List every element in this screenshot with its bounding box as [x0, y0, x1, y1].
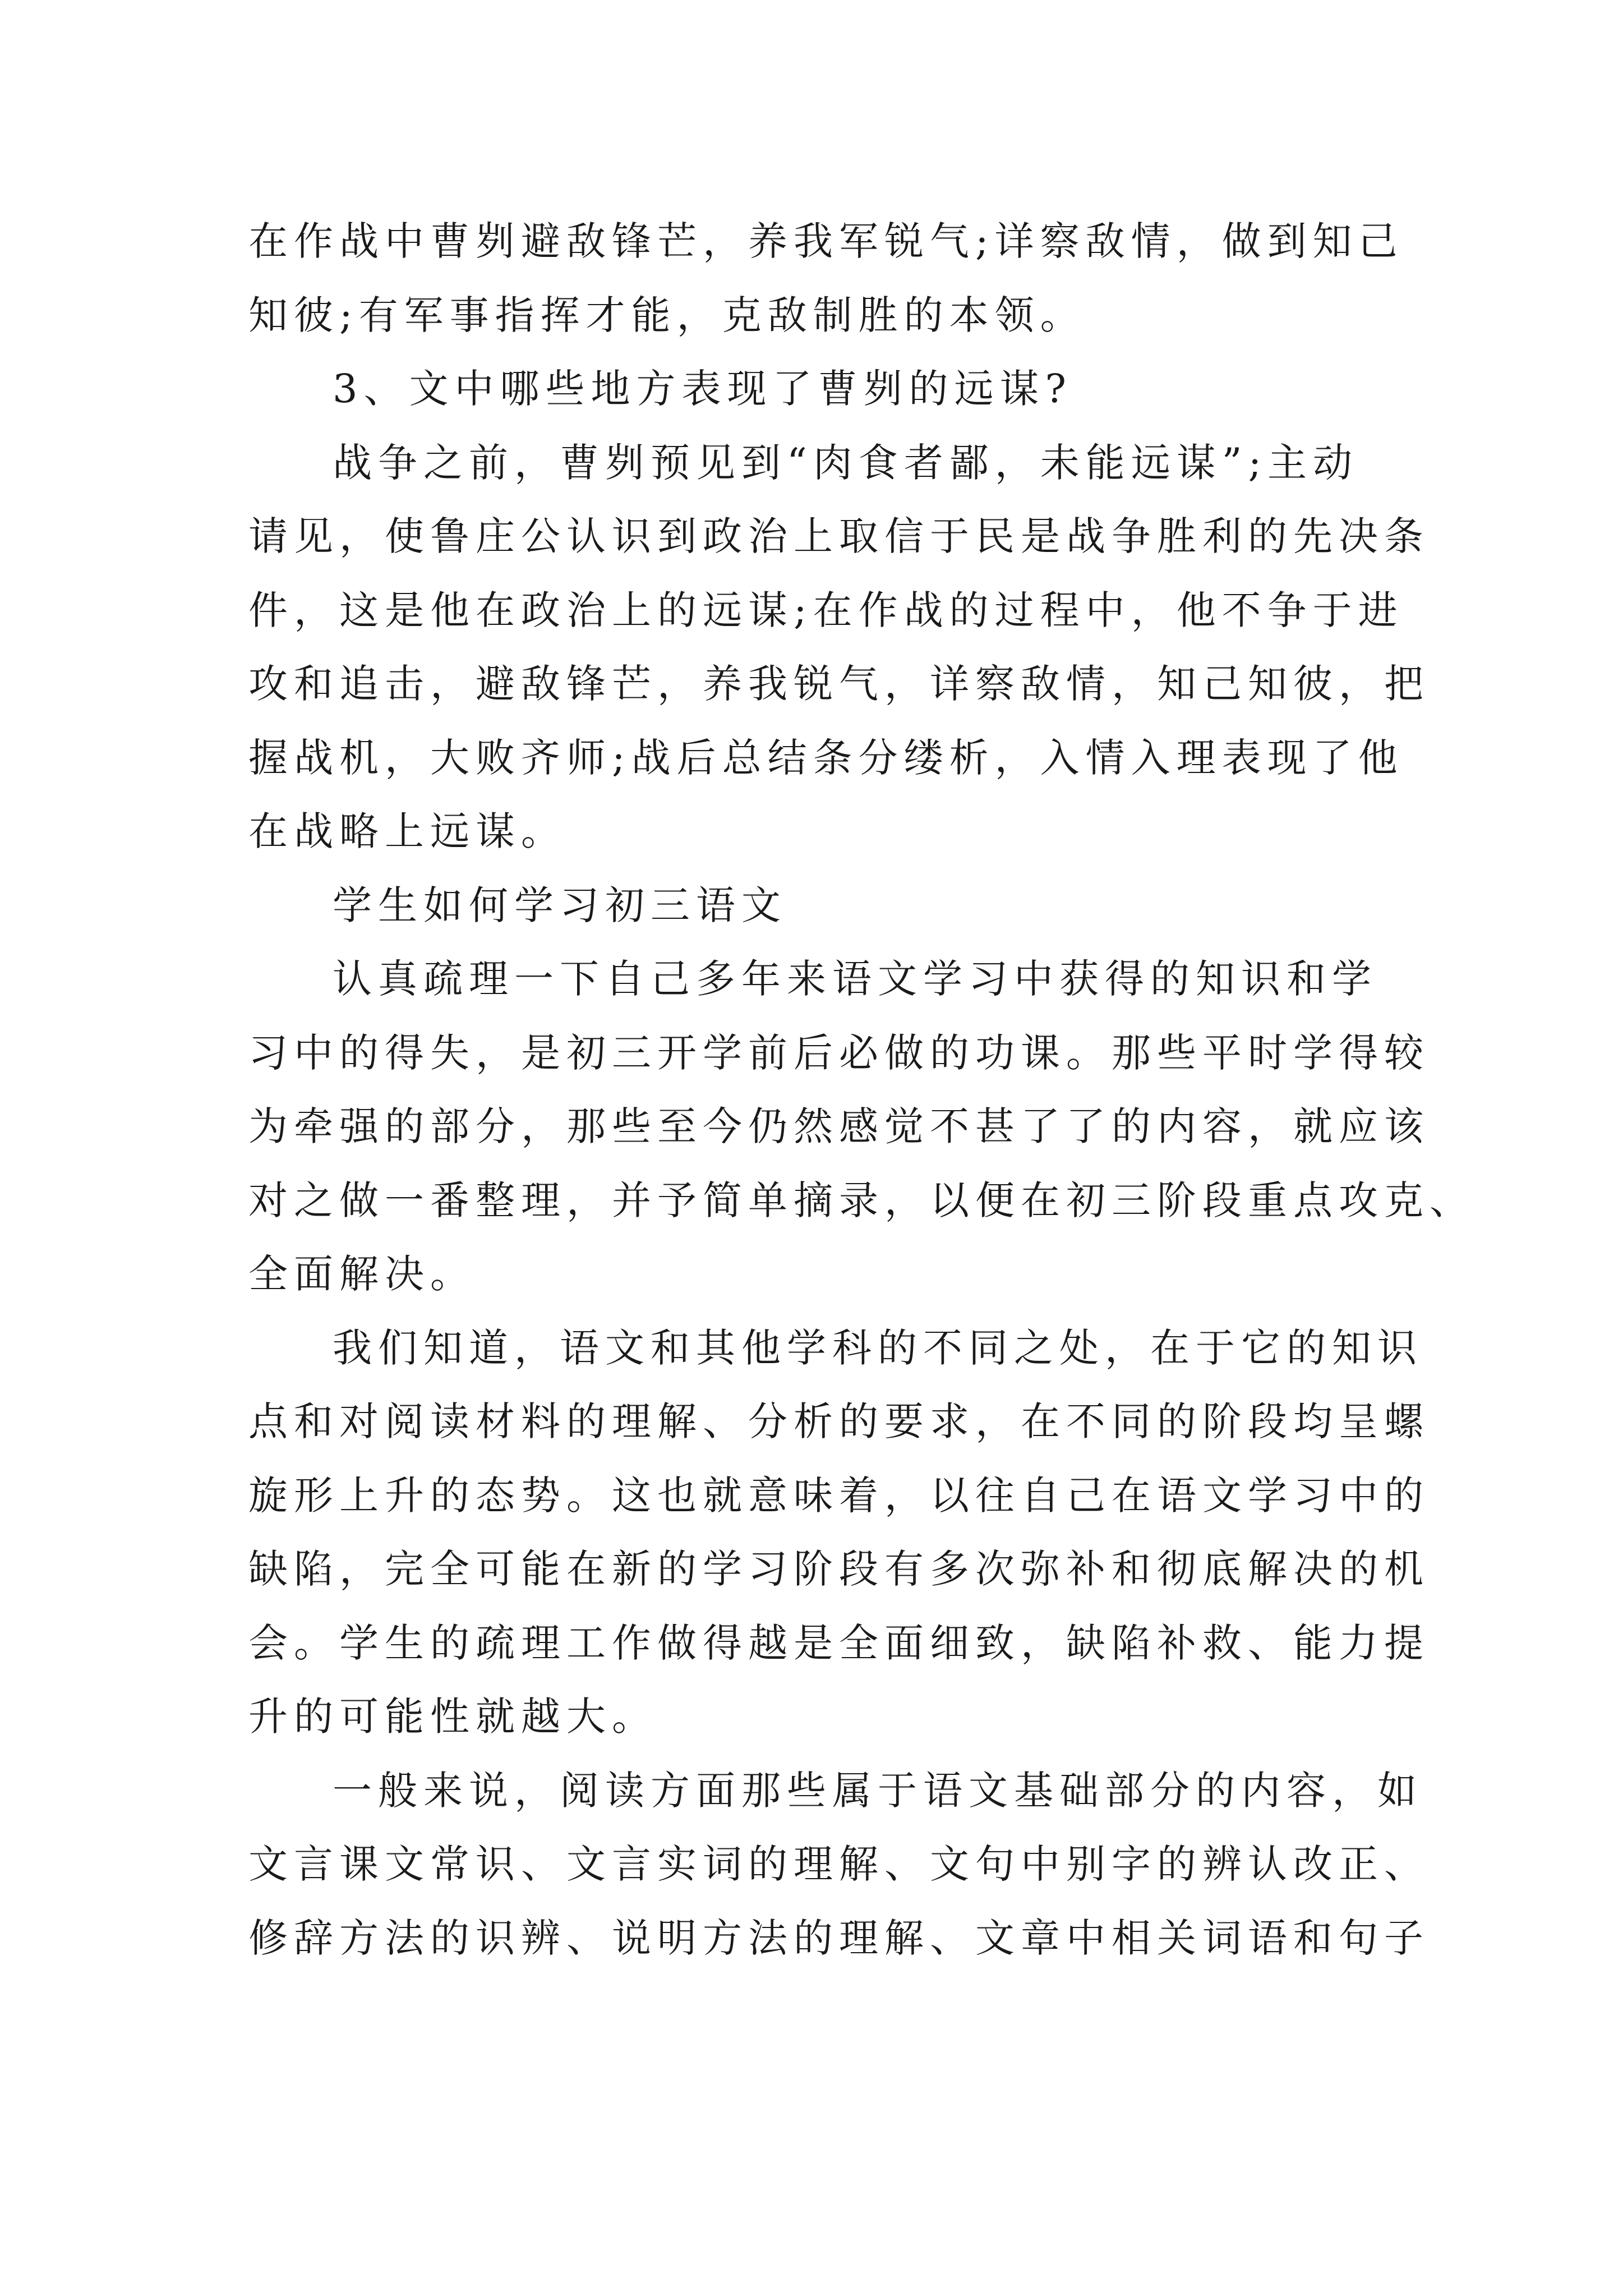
body-text-line: 文言课文常识、文言实词的理解、文句中别字的辨认改正、 [248, 1841, 1430, 1887]
body-text-line: 升的可能性就越大。 [248, 1694, 657, 1740]
body-text-line: 修辞方法的识辨、说明方法的理解、文章中相关词语和句子 [248, 1915, 1430, 1961]
body-text-line: 点和对阅读材料的理解、分析的要求，在不同的阶段均呈螺 [248, 1398, 1430, 1444]
body-text-line: 习中的得失，是初三开学前后必做的功课。那些平时学得较 [248, 1030, 1430, 1076]
question-heading: 3、文中哪些地方表现了曹刿的远谋? [333, 366, 1073, 412]
body-text-line: 缺陷，完全可能在新的学习阶段有多次弥补和彻底解决的机 [248, 1546, 1430, 1592]
body-text-line: 一般来说，阅读方面那些属于语文基础部分的内容，如 [333, 1768, 1423, 1814]
body-text-line: 握战机，大败齐师;战后总结条分缕析，入情入理表现了他 [248, 735, 1404, 781]
body-text-line: 请见，使鲁庄公认识到政治上取信于民是战争胜利的先决条 [248, 513, 1430, 559]
body-text-line: 全面解决。 [248, 1251, 476, 1297]
body-text-line: 件，这是他在政治上的远谋;在作战的过程中，他不争于进 [248, 587, 1404, 633]
body-text-line: 攻和追击，避敌锋芒，养我锐气，详察敌情，知己知彼，把 [248, 661, 1430, 707]
body-text-line: 为牵强的部分，那些至今仍然感觉不甚了了的内容，就应该 [248, 1103, 1430, 1149]
body-text-line: 认真疏理一下自己多年来语文学习中获得的知识和学 [333, 956, 1377, 1002]
body-text-line: 对之做一番整理，并予简单摘录，以便在初三阶段重点攻克、 [248, 1177, 1475, 1223]
body-text-line: 战争之前，曹刿预见到“肉食者鄙，未能远谋”;主动 [333, 440, 1359, 486]
body-text-line: 我们知道，语文和其他学科的不同之处，在于它的知识 [333, 1325, 1423, 1371]
body-text-line: 在战略上远谋。 [248, 808, 566, 854]
section-heading: 学生如何学习初三语文 [333, 882, 787, 928]
body-text-line: 知彼;有军事指挥才能，克敌制胜的本领。 [248, 292, 1086, 338]
body-text-line: 在作战中曹刿避敌锋芒，养我军锐气;详察敌情，做到知己 [248, 218, 1404, 264]
body-text-line: 会。学生的疏理工作做得越是全面细致，缺陷补救、能力提 [248, 1620, 1430, 1666]
body-text-line: 旋形上升的态势。这也就意味着，以往自己在语文学习中的 [248, 1473, 1430, 1519]
